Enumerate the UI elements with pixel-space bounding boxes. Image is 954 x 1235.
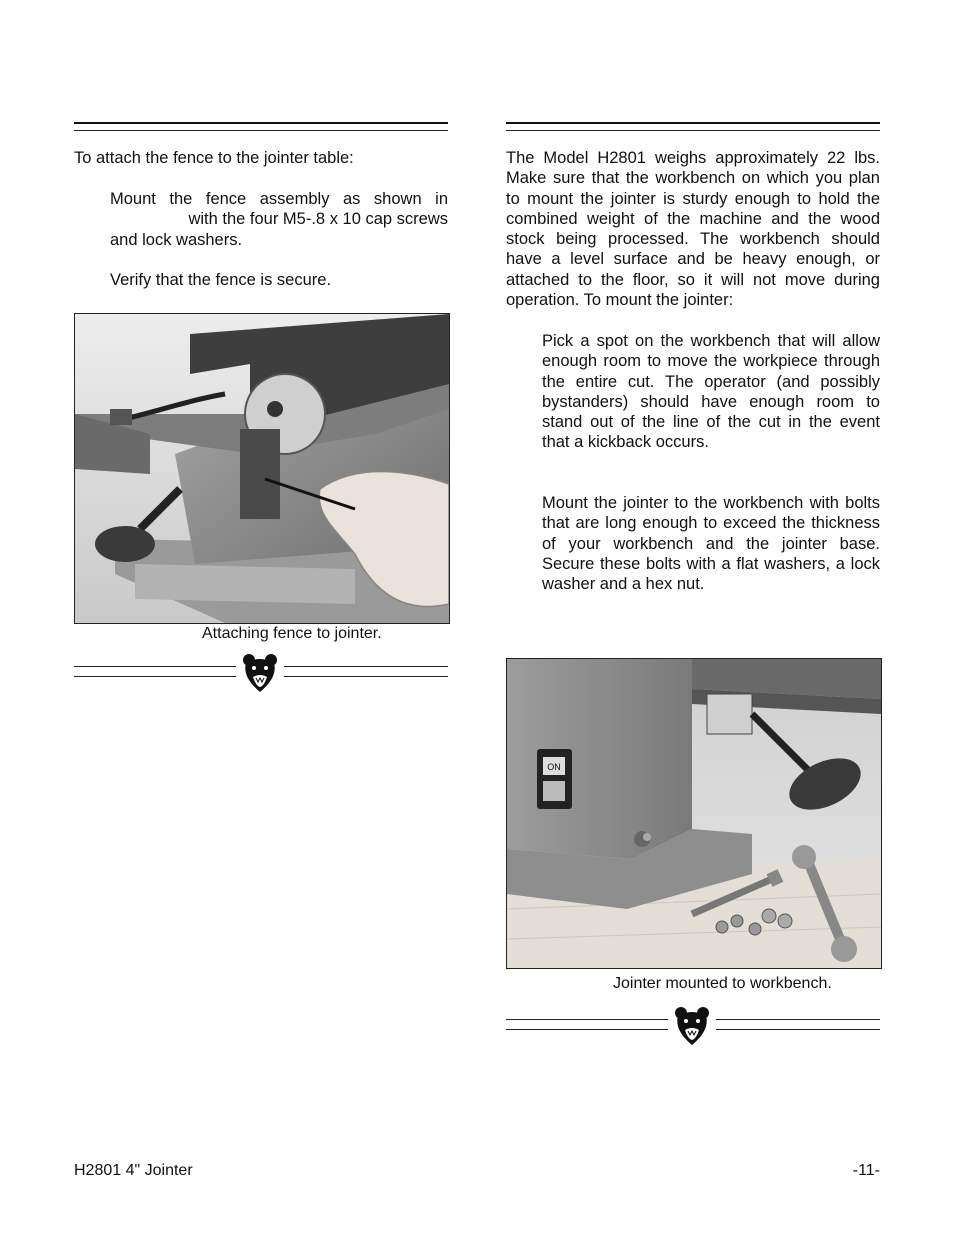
- left-divider-line-4: [284, 676, 448, 677]
- mounted-photo-caption: Jointer mounted to workbench.: [613, 975, 832, 992]
- left-step-1-line-1: Mount the fence assembly as shown in: [110, 190, 448, 208]
- right-divider-line-4: [716, 1029, 880, 1030]
- footer-page-number: -11-: [852, 1162, 880, 1179]
- right-step-1: Pick a spot on the workbench that will allow enough room to move the workpiece through the entire cut. The operator (and possibly bystanders) should have enough room to stand out of the line of the cut in the event that a kickback occurs.: [542, 332, 880, 452]
- right-step-2: Mount the jointer to the workbench with bolts that are long enough to exceed the thickness of your workbench and the jointer base. Secure these bolts with a flat washers, a lock washer and a hex nut.: [542, 494, 880, 594]
- left-divider-line-1: [74, 666, 236, 667]
- right-section-rule-top: [506, 122, 880, 124]
- jointer-mounted-photo: [506, 658, 882, 969]
- left-section-rule-top: [74, 122, 448, 124]
- right-section-rule-bottom: [506, 130, 880, 131]
- switch-on-label: ON: [547, 762, 561, 772]
- right-divider-line-2: [506, 1029, 668, 1030]
- bear-logo-icon: [674, 1006, 710, 1046]
- left-section-rule-bottom: [74, 130, 448, 131]
- left-divider-line-3: [284, 666, 448, 667]
- left-divider-line-2: [74, 676, 236, 677]
- left-step-2: Verify that the fence is secure.: [110, 271, 332, 289]
- left-step-1: [110, 189, 448, 250]
- left-step-1-line-2: with the four M5-.8 x 10 cap screws: [188, 210, 448, 229]
- right-intro-text: The Model H2801 weighs approximately 22 lbs. Make sure that the workbench on which you plan to mount the jointer is sturdy enough to hold the combined weight of the machine and the wood stock being processed. The workbench should have a level surface and be heavy enough, or attached to the floor, so it will not move during operation. To mount the jointer:: [506, 149, 880, 310]
- bear-logo-icon: [242, 653, 278, 693]
- right-divider-line-3: [716, 1019, 880, 1020]
- fence-photo-caption: Attaching fence to jointer.: [202, 625, 382, 642]
- left-step-1-line-3: and lock washers.: [110, 230, 243, 249]
- jointer-mounted-illustration: [507, 659, 881, 968]
- footer-model: H2801 4" Jointer: [74, 1162, 193, 1179]
- fence-attachment-photo: [74, 313, 450, 624]
- right-divider-line-1: [506, 1019, 668, 1020]
- fence-attachment-illustration: [75, 314, 449, 623]
- left-intro-text: To attach the fence to the jointer table:: [74, 149, 354, 167]
